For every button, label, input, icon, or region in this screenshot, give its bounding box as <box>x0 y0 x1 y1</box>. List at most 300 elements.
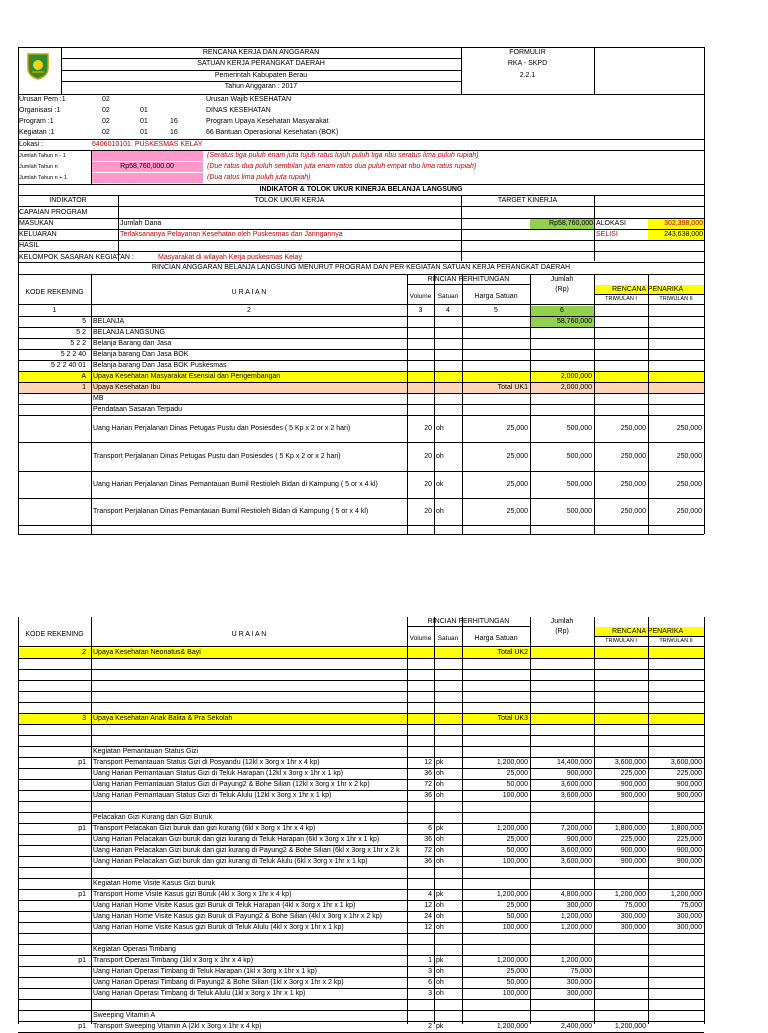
grid-line <box>18 933 704 934</box>
row-jumlah: 1,200,000 <box>560 913 592 920</box>
year-label: Jumlah Tahun n <box>19 164 58 170</box>
row-uraian: Uang Harian Pemantauan Status Gizi di Payung2 & Bohe Silian (12kl x 3org x 1hr x 2 kp) <box>93 781 370 788</box>
row-uraian: Uang Harian Pelacakan Gizi buruk dan gizi kurang di Teluk Harapan (6kl x 3org x 1hr x 1 kp) <box>93 836 380 843</box>
row-harga: 1,200,000 <box>496 825 528 832</box>
row-volume: 20 <box>424 425 432 432</box>
grid-line <box>18 94 704 95</box>
info-code: 02 <box>102 118 110 125</box>
row-harga: 25,000 <box>506 425 528 432</box>
row-tw1: 225,000 <box>620 770 646 777</box>
grid-line <box>18 658 704 659</box>
grid-line <box>18 498 704 499</box>
row-uraian: Transport Home Visite Kasus gizi Buruk (4kl x 3org x 1hr x 4 kp) <box>93 891 292 898</box>
row-kode: 5 <box>82 318 86 325</box>
grid-line <box>18 680 704 681</box>
row-harga: 25,000 <box>506 770 528 777</box>
doc-government: Pemerintah Kabupaten Berau <box>214 72 308 79</box>
row-uraian: Transport Pemantauan Status Gizi di Posyandu (12kl x 3org x 1hr x 4 kp) <box>93 759 320 766</box>
row-uraian: Uang Harian Operasi Timbang di Payung2 & Bohe Silian (1kl x 3org x 1hr x 2 kp) <box>93 979 344 986</box>
row-jumlah: 500,000 <box>566 481 592 488</box>
col-num: 2 <box>247 307 251 314</box>
row-uraian: Kegiatan Home Visite Kasus Gizi buruk <box>93 880 216 887</box>
selisi-value: 243,638,000 <box>664 231 703 238</box>
row-jumlah: 900,000 <box>566 836 592 843</box>
grid-line <box>91 617 92 1024</box>
grid-line <box>434 617 435 1024</box>
grid-line <box>18 525 704 526</box>
row-satuan: pk <box>436 957 444 964</box>
row-tw1: 250,000 <box>620 425 646 432</box>
grid-line <box>18 646 704 647</box>
row-volume: 4 <box>428 891 432 898</box>
row-uraian: Kegiatan Pemantauan Status Gizi <box>93 748 199 755</box>
row-satuan: oh <box>436 913 444 920</box>
amount-fill <box>91 151 203 161</box>
row-volume: 20 <box>424 481 432 488</box>
col-kode-rekening: KODE REKENING <box>25 289 84 296</box>
col-num: 4 <box>446 307 450 314</box>
row-uraian: Transport Sweeping Vitamin A (2kl x 3org x 1hr x 4 kp) <box>93 1023 262 1030</box>
row-harga: 50,000 <box>506 781 528 788</box>
row-tw1: 1,200,000 <box>614 1023 646 1030</box>
info-label: Kegiatan :1 <box>19 129 55 136</box>
row-jumlah: 4,800,000 <box>560 891 592 898</box>
row-tw1: 300,000 <box>620 913 646 920</box>
col-jumlah: Jumlah <box>550 618 574 625</box>
row-kode: p1 <box>78 825 86 832</box>
grid-line <box>704 275 705 534</box>
row-satuan: oh <box>436 990 444 997</box>
row-uraian: Uang Harian Pemantauan Status Gizi di Teluk Alulu (12kl x 3org x 1hr x 1 kp) <box>93 792 332 799</box>
col-jumlah: Jumlah <box>550 276 574 283</box>
row-jumlah: 2,000,000 <box>560 384 592 391</box>
col-tw2: TRIWULAN II <box>659 638 693 644</box>
info-text: Program Upaya Kesehatan Masyarakat <box>206 118 329 125</box>
grid-line <box>18 304 704 305</box>
kelompok-text: Masyarakat di wilayah Kerja puskesmas Kelay <box>158 254 302 261</box>
row-jumlah: 500,000 <box>566 508 592 515</box>
grid-line <box>18 617 19 1024</box>
row-kode: 5 2 2 40 01 <box>50 362 86 369</box>
doc-year: Tahun Anggaran : 2017 <box>224 83 298 90</box>
row-uraian: Uang Harian Home Visite Kasus gizi Buruk di Teluk Harapan (4kl x 3org x 1hr x 1 kp) <box>93 902 356 909</box>
info-code: 02 <box>102 107 110 114</box>
grid-line <box>594 47 595 94</box>
row-harga: 1,200,000 <box>496 957 528 964</box>
info-text: DINAS KESEHATAN <box>206 107 271 114</box>
col-uraian: U R A I A N <box>231 289 267 296</box>
row-kode: p1 <box>78 1023 86 1030</box>
info-code: 16 <box>170 129 178 136</box>
row-jumlah: 14,400,000 <box>556 759 592 766</box>
row-harga: 25,000 <box>506 836 528 843</box>
row-satuan: oh <box>436 770 444 777</box>
row-jumlah: 300,000 <box>566 990 592 997</box>
row-tw1: 900,000 <box>620 858 646 865</box>
row-kode: A <box>81 373 86 380</box>
row-volume: 12 <box>424 924 432 931</box>
row-harga: 100,000 <box>502 792 528 799</box>
grid-line <box>530 275 531 534</box>
info-code: 01 <box>140 107 148 114</box>
row-satuan: oh <box>436 902 444 909</box>
col-tw1: TRIWULAN I <box>605 296 637 302</box>
kinerja-title: INDIKATOR & TOLOK UKUR KINERJA BELANJA LANGSUNG <box>259 186 463 193</box>
col-num: 6 <box>560 307 564 314</box>
row-kode: 5 2 2 40 <box>60 351 86 358</box>
info-label: Urusan Pem :1 <box>19 96 66 103</box>
row-volume: 6 <box>428 825 432 832</box>
grid-line <box>648 617 649 1024</box>
row-satuan: oh <box>436 979 444 986</box>
col-tw1: TRIWULAN I <box>605 638 637 644</box>
grid-line <box>594 617 595 1024</box>
row-uraian: Sweeping Vitamin A <box>93 1012 156 1019</box>
row-uraian: Uang Harian Operasi Timbang di Teluk Harapan (1kl x 3org x 1hr x 1 kp) <box>93 968 317 975</box>
hasil-label: HASIL <box>19 242 40 249</box>
row-tw2: 250,000 <box>676 425 702 432</box>
row-tw1: 900,000 <box>620 847 646 854</box>
row-tw1: 1,200,000 <box>614 891 646 898</box>
info-label: Program :1 <box>19 118 54 125</box>
row-uraian: Uang Harian Pemantauan Status Gizi di Teluk Harapan (12kl x 3org x 1hr x 1 kp) <box>93 770 344 777</box>
col-uraian: U R A I A N <box>231 631 267 638</box>
row-harga: Total UK1 <box>497 384 528 391</box>
info-label: Organisasi :1 <box>19 107 61 114</box>
row-satuan: oh <box>436 781 444 788</box>
row-tw2: 1,800,000 <box>670 825 702 832</box>
row-uraian: Pelacakan Gizi Kurang dan Gizi Buruk <box>93 814 213 821</box>
col-harga: Harga Satuan <box>474 293 518 300</box>
row-harga: 25,000 <box>506 508 528 515</box>
row-uraian: Kegiatan Operasi Timbang <box>93 946 176 953</box>
row-harga: Total UK3 <box>497 715 528 722</box>
grid-line <box>18 275 19 534</box>
amount-fill <box>91 173 203 183</box>
row-volume: 12 <box>424 902 432 909</box>
grid-line <box>704 617 705 1024</box>
grid-line <box>18 801 704 802</box>
doc-title: RENCANA KERJA DAN ANGGARAN <box>202 49 320 56</box>
grid-line <box>18 867 704 868</box>
masukan-label: MASUKAN <box>19 220 54 227</box>
lokasi-value: 6406010101. PUSKESMAS KELAY <box>92 141 203 148</box>
year-amount: Rp58,760,000.00 <box>120 163 174 170</box>
row-tw2: 300,000 <box>676 913 702 920</box>
masukan-text: Jumlah Dana <box>120 220 162 227</box>
row-tw2: 900,000 <box>676 847 702 854</box>
form-label: FORMULIR <box>509 49 546 56</box>
grid-line <box>18 274 704 275</box>
row-volume: 72 <box>424 781 432 788</box>
grid-line <box>18 669 704 670</box>
col-rp: (Rp) <box>555 628 569 635</box>
row-kode: p1 <box>78 759 86 766</box>
row-jumlah: 58,760,000 <box>556 318 592 325</box>
year-label: Jumlah Tahun n + 1 <box>19 175 68 181</box>
row-tw2: 300,000 <box>676 924 702 931</box>
row-satuan: oh <box>436 924 444 931</box>
row-tw1: 3,600,000 <box>614 759 646 766</box>
col-num: 1 <box>52 307 57 314</box>
grid-line <box>91 151 92 184</box>
row-jumlah: 3,600,000 <box>560 781 592 788</box>
row-harga: 100,000 <box>502 858 528 865</box>
row-kode: p1 <box>78 891 86 898</box>
row-harga: 1,200,000 <box>496 891 528 898</box>
row-harga: 1,200,000 <box>496 759 528 766</box>
form-code: RKA - SKPD <box>507 60 548 67</box>
row-jumlah: 500,000 <box>566 453 592 460</box>
row-satuan: oh <box>436 858 444 865</box>
row-kode: p1 <box>78 957 86 964</box>
info-code: 16 <box>170 118 178 125</box>
col-volume: Volume <box>409 293 432 300</box>
col-harga: Harga Satuan <box>474 635 518 642</box>
row-harga: 25,000 <box>506 453 528 460</box>
row-harga: 100,000 <box>502 924 528 931</box>
row-tw1: 75,000 <box>624 902 646 909</box>
grid-line <box>18 240 704 241</box>
grid-line <box>18 691 704 692</box>
row-volume: 36 <box>424 770 432 777</box>
row-uraian: MB <box>93 395 104 402</box>
grid-line <box>18 206 704 207</box>
row-volume: 1 <box>428 957 432 964</box>
row-tw1: 250,000 <box>620 508 646 515</box>
row-uraian: Uang Harian Home Visite Kasus gizi Buruk di Payung2 & Bohe Silian (4kl x 3org x 1hr x 2 kp) <box>93 913 382 920</box>
keluaran-text: Terlaksananya Pelayanan Kesehatan oleh Puskesmas dan Jaringannya <box>120 231 343 238</box>
regency-emblem-icon <box>26 52 50 80</box>
row-kode: 1 <box>82 384 86 391</box>
amount-in-words: (Due ratus dua puluh sembilan juta enam ratus dua puluh empat ribu lima ratus rupiah) <box>207 163 477 170</box>
row-tw1: 900,000 <box>620 792 646 799</box>
grid-line <box>407 617 408 1024</box>
col-num: 3 <box>418 307 423 314</box>
row-satuan: oh <box>436 847 444 854</box>
amount-in-words: (Seratus tiga puluh enam juta tujuh ratus tujuh puluh tiga ribu seratus lima puluh rupiah) <box>207 152 479 159</box>
row-harga: 25,000 <box>506 481 528 488</box>
row-jumlah: 3,600,000 <box>560 858 592 865</box>
info-text: 66 Bantuan Operasional Kesehatan (BOK) <box>206 129 339 136</box>
row-tw2: 250,000 <box>676 453 702 460</box>
selisi-label: SELISI <box>596 231 618 238</box>
row-tw2: 225,000 <box>676 836 702 843</box>
row-tw2: 900,000 <box>676 858 702 865</box>
info-code: 02 <box>102 96 110 103</box>
grid-line <box>648 275 649 534</box>
row-volume: 36 <box>424 836 432 843</box>
row-harga: 25,000 <box>506 968 528 975</box>
info-text: Urusan Wajib KESEHATAN <box>206 96 292 103</box>
row-volume: 24 <box>424 913 432 920</box>
row-satuan: oh <box>436 836 444 843</box>
info-code: 02 <box>102 129 110 136</box>
grid-line <box>18 471 704 472</box>
row-uraian: Uang Harian Home Visite Kasus gizi Buruk di Teluk Alulu (4kl x 3org x 1hr x 1 kp) <box>93 924 344 931</box>
row-uraian: BELANJA LANGSUNG <box>93 329 165 336</box>
col-kode-rekening: KODE REKENING <box>25 631 84 638</box>
row-uraian: Transport Perjalanan Dinas Pemantauan Bumil Restioleh Bidan di Kampung ( 5 or x 4 kl) <box>93 508 369 515</box>
row-kode: 2 <box>82 649 86 656</box>
col-rp: (Rp) <box>555 286 569 293</box>
row-uraian: Uang Harian Perjalanan Dinas Pemantauan Bumil Restioleh Bidan di Kampung ( 5 or x 4 kl) <box>93 481 378 488</box>
grid-line <box>407 284 530 285</box>
col-satuan: Satuan <box>437 293 459 300</box>
row-jumlah: 1,200,000 <box>560 924 592 931</box>
row-uraian: Transport Pelacakan Gizi buruk dan gizi kurang (6kl x 3org x 1hr x 4 kp) <box>93 825 316 832</box>
grid-line <box>18 724 704 725</box>
row-kode: 5 2 <box>76 329 86 336</box>
row-harga: 50,000 <box>506 847 528 854</box>
row-satuan: ok <box>436 481 444 488</box>
grid-line <box>407 275 408 534</box>
row-satuan: oh <box>436 508 444 515</box>
row-volume: 20 <box>424 508 432 515</box>
row-uraian: Upaya Kesehatan Anak Balita & Pra Sekolah <box>93 715 233 722</box>
col-volume: Volume <box>409 635 432 642</box>
alokasi-label: ALOKASI <box>596 220 626 227</box>
row-tw1: 250,000 <box>620 453 646 460</box>
grid-line <box>462 617 463 1024</box>
row-jumlah: 900,000 <box>566 770 592 777</box>
row-tw2: 250,000 <box>676 508 702 515</box>
row-jumlah: 2,400,000 <box>560 1023 592 1030</box>
row-satuan: pk <box>436 1023 444 1030</box>
row-satuan: pk <box>436 825 444 832</box>
grid-line <box>434 275 435 534</box>
row-tw1: 225,000 <box>620 836 646 843</box>
row-jumlah: 3,600,000 <box>560 792 592 799</box>
row-satuan: oh <box>436 425 444 432</box>
row-tw1: 900,000 <box>620 781 646 788</box>
grid-line <box>18 702 704 703</box>
row-volume: 36 <box>424 858 432 865</box>
year-label: Jumlah Tahun n - 1 <box>19 153 66 159</box>
capaian-label: CAPAIAN PROGRAM <box>19 209 88 216</box>
row-volume: 72 <box>424 847 432 854</box>
grid-line <box>18 534 704 535</box>
row-kode: 3 <box>82 715 86 722</box>
row-tw2: 3,600,000 <box>670 759 702 766</box>
row-satuan: pk <box>436 759 444 766</box>
row-volume: 12 <box>424 759 432 766</box>
row-uraian: Upaya Kesehatan Ibu <box>93 384 161 391</box>
grid-line <box>91 275 92 534</box>
col-rencana: RENCANA PENARIKA <box>612 286 684 293</box>
grid-line <box>594 275 595 534</box>
row-uraian: Uang Harian Pelacakan Gizi buruk dan gizi kurang di Teluk Alulu (6kl x 3org x 1hr x 1 kp) <box>93 858 368 865</box>
alokasi-value: 302,398,000 <box>664 220 703 227</box>
row-volume: 6 <box>428 979 432 986</box>
row-tw2: 1,200,000 <box>670 891 702 898</box>
grid-line <box>18 415 704 416</box>
row-uraian: BELANJA <box>93 318 125 325</box>
row-harga: Total UK2 <box>497 649 528 656</box>
col-rencana: RENCANA PENARIKA <box>612 628 684 635</box>
row-jumlah: 75,000 <box>570 968 592 975</box>
row-jumlah: 300,000 <box>566 979 592 986</box>
row-uraian: Uang Harian Pelacakan Gizi buruk dan gizi kurang di Payung2 & Bohe Silian (6kl x 3org x 1hr x 2 k <box>93 847 400 854</box>
row-uraian: Belanja barang Dan Jasa BOK Puskesmas <box>93 362 227 369</box>
row-harga: 1,200,000 <box>496 1023 528 1030</box>
row-jumlah: 7,200,000 <box>560 825 592 832</box>
lokasi-label: Lokasi : <box>19 141 44 148</box>
row-uraian: Uang Harian Perjalanan Dinas Petugas Pustu dan Posiesdes ( 5 Kp x 2 or x 2 hari) <box>93 425 351 432</box>
doc-subtitle: SATUAN KERJA PERANGKAT DAERAH <box>197 60 325 67</box>
row-tw2: 900,000 <box>676 792 702 799</box>
grid-line <box>18 735 704 736</box>
col-target: TARGET KINERJA <box>497 197 558 204</box>
col-tolok-ukur: TOLOK UKUR KERJA <box>254 197 325 204</box>
row-volume: 36 <box>424 792 432 799</box>
row-tw1: 250,000 <box>620 481 646 488</box>
info-code: 01 <box>140 129 148 136</box>
grid-line <box>18 999 704 1000</box>
row-jumlah: 3,600,000 <box>560 847 592 854</box>
rincian-title: RINCIAN ANGGARAN BELANJA LANGSUNG MENURUT PROGRAM DAN PER KEGIATAN SATUAN KERJA PERANGKAT DAERAH <box>151 264 571 271</box>
row-tw2: 900,000 <box>676 781 702 788</box>
row-jumlah: 300,000 <box>566 902 592 909</box>
row-uraian: Transport Perjalanan Dinas Petugas Pustu dan Posiesdes ( 5 Kp x 2 or x 2 hari) <box>93 453 341 460</box>
grid-line <box>18 251 704 252</box>
form-number: 2.2.1 <box>519 72 536 79</box>
row-uraian: Pendataan Sasaran Terpadu <box>93 406 182 413</box>
row-volume: 20 <box>424 453 432 460</box>
row-satuan: oh <box>436 968 444 975</box>
row-uraian: Uang Harian Operasi Timbang di Teluk Alulu (1kl x 3org x 1hr x 1 kp) <box>93 990 306 997</box>
grid-line <box>462 275 463 534</box>
row-tw1: 300,000 <box>620 924 646 931</box>
keluaran-label: KELUARAN <box>19 231 57 238</box>
col-satuan: Satuan <box>437 635 459 642</box>
col-num: 5 <box>494 307 498 314</box>
masukan-value: Rp58,760,000 <box>549 220 593 227</box>
row-kode: 5 2 2 <box>70 340 86 347</box>
row-tw2: 225,000 <box>676 770 702 777</box>
row-volume: 2 <box>428 1023 432 1030</box>
col-indikator: INDIKATOR <box>49 197 87 204</box>
grid-line <box>18 442 704 443</box>
row-volume: 3 <box>428 990 432 997</box>
row-tw2: 75,000 <box>680 902 702 909</box>
row-uraian: Transport Operasi Timbang (1kl x 3org x 1hr x 4 kp) <box>93 957 254 964</box>
row-harga: 50,000 <box>506 979 528 986</box>
row-harga: 25,000 <box>506 902 528 909</box>
row-satuan: pk <box>436 891 444 898</box>
info-code: 01 <box>140 118 148 125</box>
row-uraian: Upaya Kesehatan Neonatus& Bayi <box>93 649 201 656</box>
row-satuan: oh <box>436 453 444 460</box>
row-jumlah: 1,200,000 <box>560 957 592 964</box>
col-rincian: RINCIAN PERHITUNGAN <box>427 618 510 625</box>
row-volume: 3 <box>428 968 432 975</box>
row-uraian: Belanja barang Dan Jasa BOK <box>93 351 189 358</box>
row-jumlah: 500,000 <box>566 425 592 432</box>
amount-in-words: (Dua ratus lima puluh juta rupiah) <box>207 174 311 181</box>
col-rincian: RINCIAN PERHITUNGAN <box>427 276 510 283</box>
row-harga: 100,000 <box>502 990 528 997</box>
row-satuan: oh <box>436 792 444 799</box>
col-tw2: TRIWULAN II <box>659 296 693 302</box>
row-tw2: 250,000 <box>676 481 702 488</box>
row-jumlah: 2,000,000 <box>560 373 592 380</box>
row-harga: 50,000 <box>506 913 528 920</box>
row-uraian: Upaya Kesehatan Masyarakat Esensial dan Pengembangan <box>93 373 281 380</box>
row-uraian: Belanja Barang dan Jasa <box>93 340 172 347</box>
grid-line <box>407 626 530 627</box>
kelompok-label: KELOMPOK SASARAN KEGIATAN : <box>19 254 134 261</box>
